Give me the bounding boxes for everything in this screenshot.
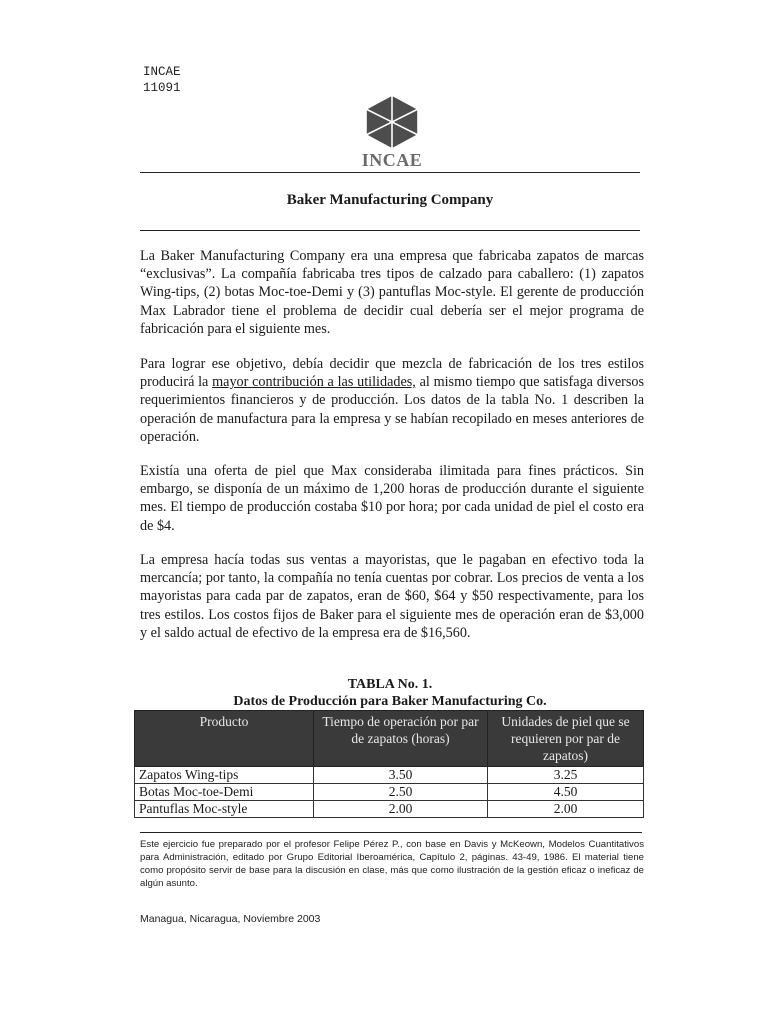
product-name: Pantuflas Moc-style	[135, 801, 314, 818]
case-code	[143, 64, 181, 96]
table-subtitle: Datos de Producción para Baker Manufacturing Co.	[233, 694, 547, 709]
leather-units: 4.50	[488, 784, 644, 801]
product-name: Zapatos Wing-tips	[135, 767, 314, 784]
paragraph-3: Existía una oferta de piel que Max consideraba ilimitada para fines prácticos. Sin embargo, se disponía de un máximo de 1,200 horas de producción durante el siguiente mes. El tiempo de producción costaba $10 por hora; por cada unidad de piel el costo era de $4.	[140, 463, 644, 534]
table-row	[135, 784, 644, 801]
paragraph-4: La empresa hacía todas sus ventas a mayoristas, que le pagaban en efectivo toda la mercancía; por tanto, la compañía no tenía cuentas por cobrar. Los precios de venta a los mayoristas para cada par de zapatos, eran de $60, $64 y $50 respectivamente, para los tres estilos. Los costos fijos de Baker para el siguiente mes de operación eran de $3,000 y el saldo actual de efectivo de la empresa era de $16,560.	[140, 552, 644, 641]
table-header-row	[135, 711, 644, 767]
product-name: Botas Moc-toe-Demi	[135, 784, 314, 801]
footnote: Este ejercicio fue preparado por el profesor Felipe Pérez P., con base en Davis y McKeown, Modelos Cuantitativos para Administración, editado por Grupo Editorial Iberoamérica, Capítulo 2, páginas. 43-49, 1986. El material tiene como propósito servir de base para la discusión en clase, más que como ilustración de la gestión eficaz o ineficaz de algún asunto.	[140, 839, 644, 889]
table-title: TABLA No. 1.	[347, 677, 433, 692]
underlined-phrase: mayor contribución a las utilidades,	[212, 374, 416, 391]
leather-units: 3.25	[488, 767, 644, 784]
operation-hours: 2.00	[314, 801, 488, 818]
operation-hours: 2.50	[314, 784, 488, 801]
footnote-divider	[140, 832, 642, 833]
paragraph-1: La Baker Manufacturing Company era una empresa que fabricaba zapatos de marcas “exclusivas”. La compañía fabricaba tres tipos de calzado para caballero: (1) zapatos Wing-tips, (2) botas Moc-toe-Demi y (3) pantuflas Moc-style. El gerente de producción Max Labrador tiene el problema de decidir cual debería ser el mejor programa de fabricación para el siguiente mes.	[140, 248, 644, 337]
title-divider	[140, 230, 640, 231]
case-number: 11091	[143, 81, 181, 95]
logo-wordmark: INCAE	[361, 150, 423, 170]
leather-units: 2.00	[488, 801, 644, 818]
operation-hours: 3.50	[314, 767, 488, 784]
header-divider	[140, 172, 640, 173]
header-piel: Unidades de piel que se requieren por par de zapatos)	[488, 711, 644, 767]
incae-logo-icon	[362, 94, 422, 150]
place-date: Managua, Nicaragua, Noviembre 2003	[140, 913, 321, 925]
table-row	[135, 767, 644, 784]
production-table	[134, 710, 644, 818]
header-tiempo: Tiempo de operación por par de zapatos (horas)	[314, 711, 488, 767]
header-producto: Producto	[135, 711, 314, 767]
paragraph-2: Para lograr ese objetivo, debía decidir que mezcla de fabricación de los tres estilos producirá la mayor contribución a las utilidades, al mismo tiempo que satisfaga diversos requerimientos financieros y de producción. Los datos de la tabla No. 1 describen la operación de manufactura para la empresa y se habían recopilado en meses anteriores de operación.	[140, 356, 644, 445]
org-code: INCAE	[143, 65, 181, 79]
table-row	[135, 801, 644, 818]
document-title: Baker Manufacturing Company	[286, 192, 494, 208]
